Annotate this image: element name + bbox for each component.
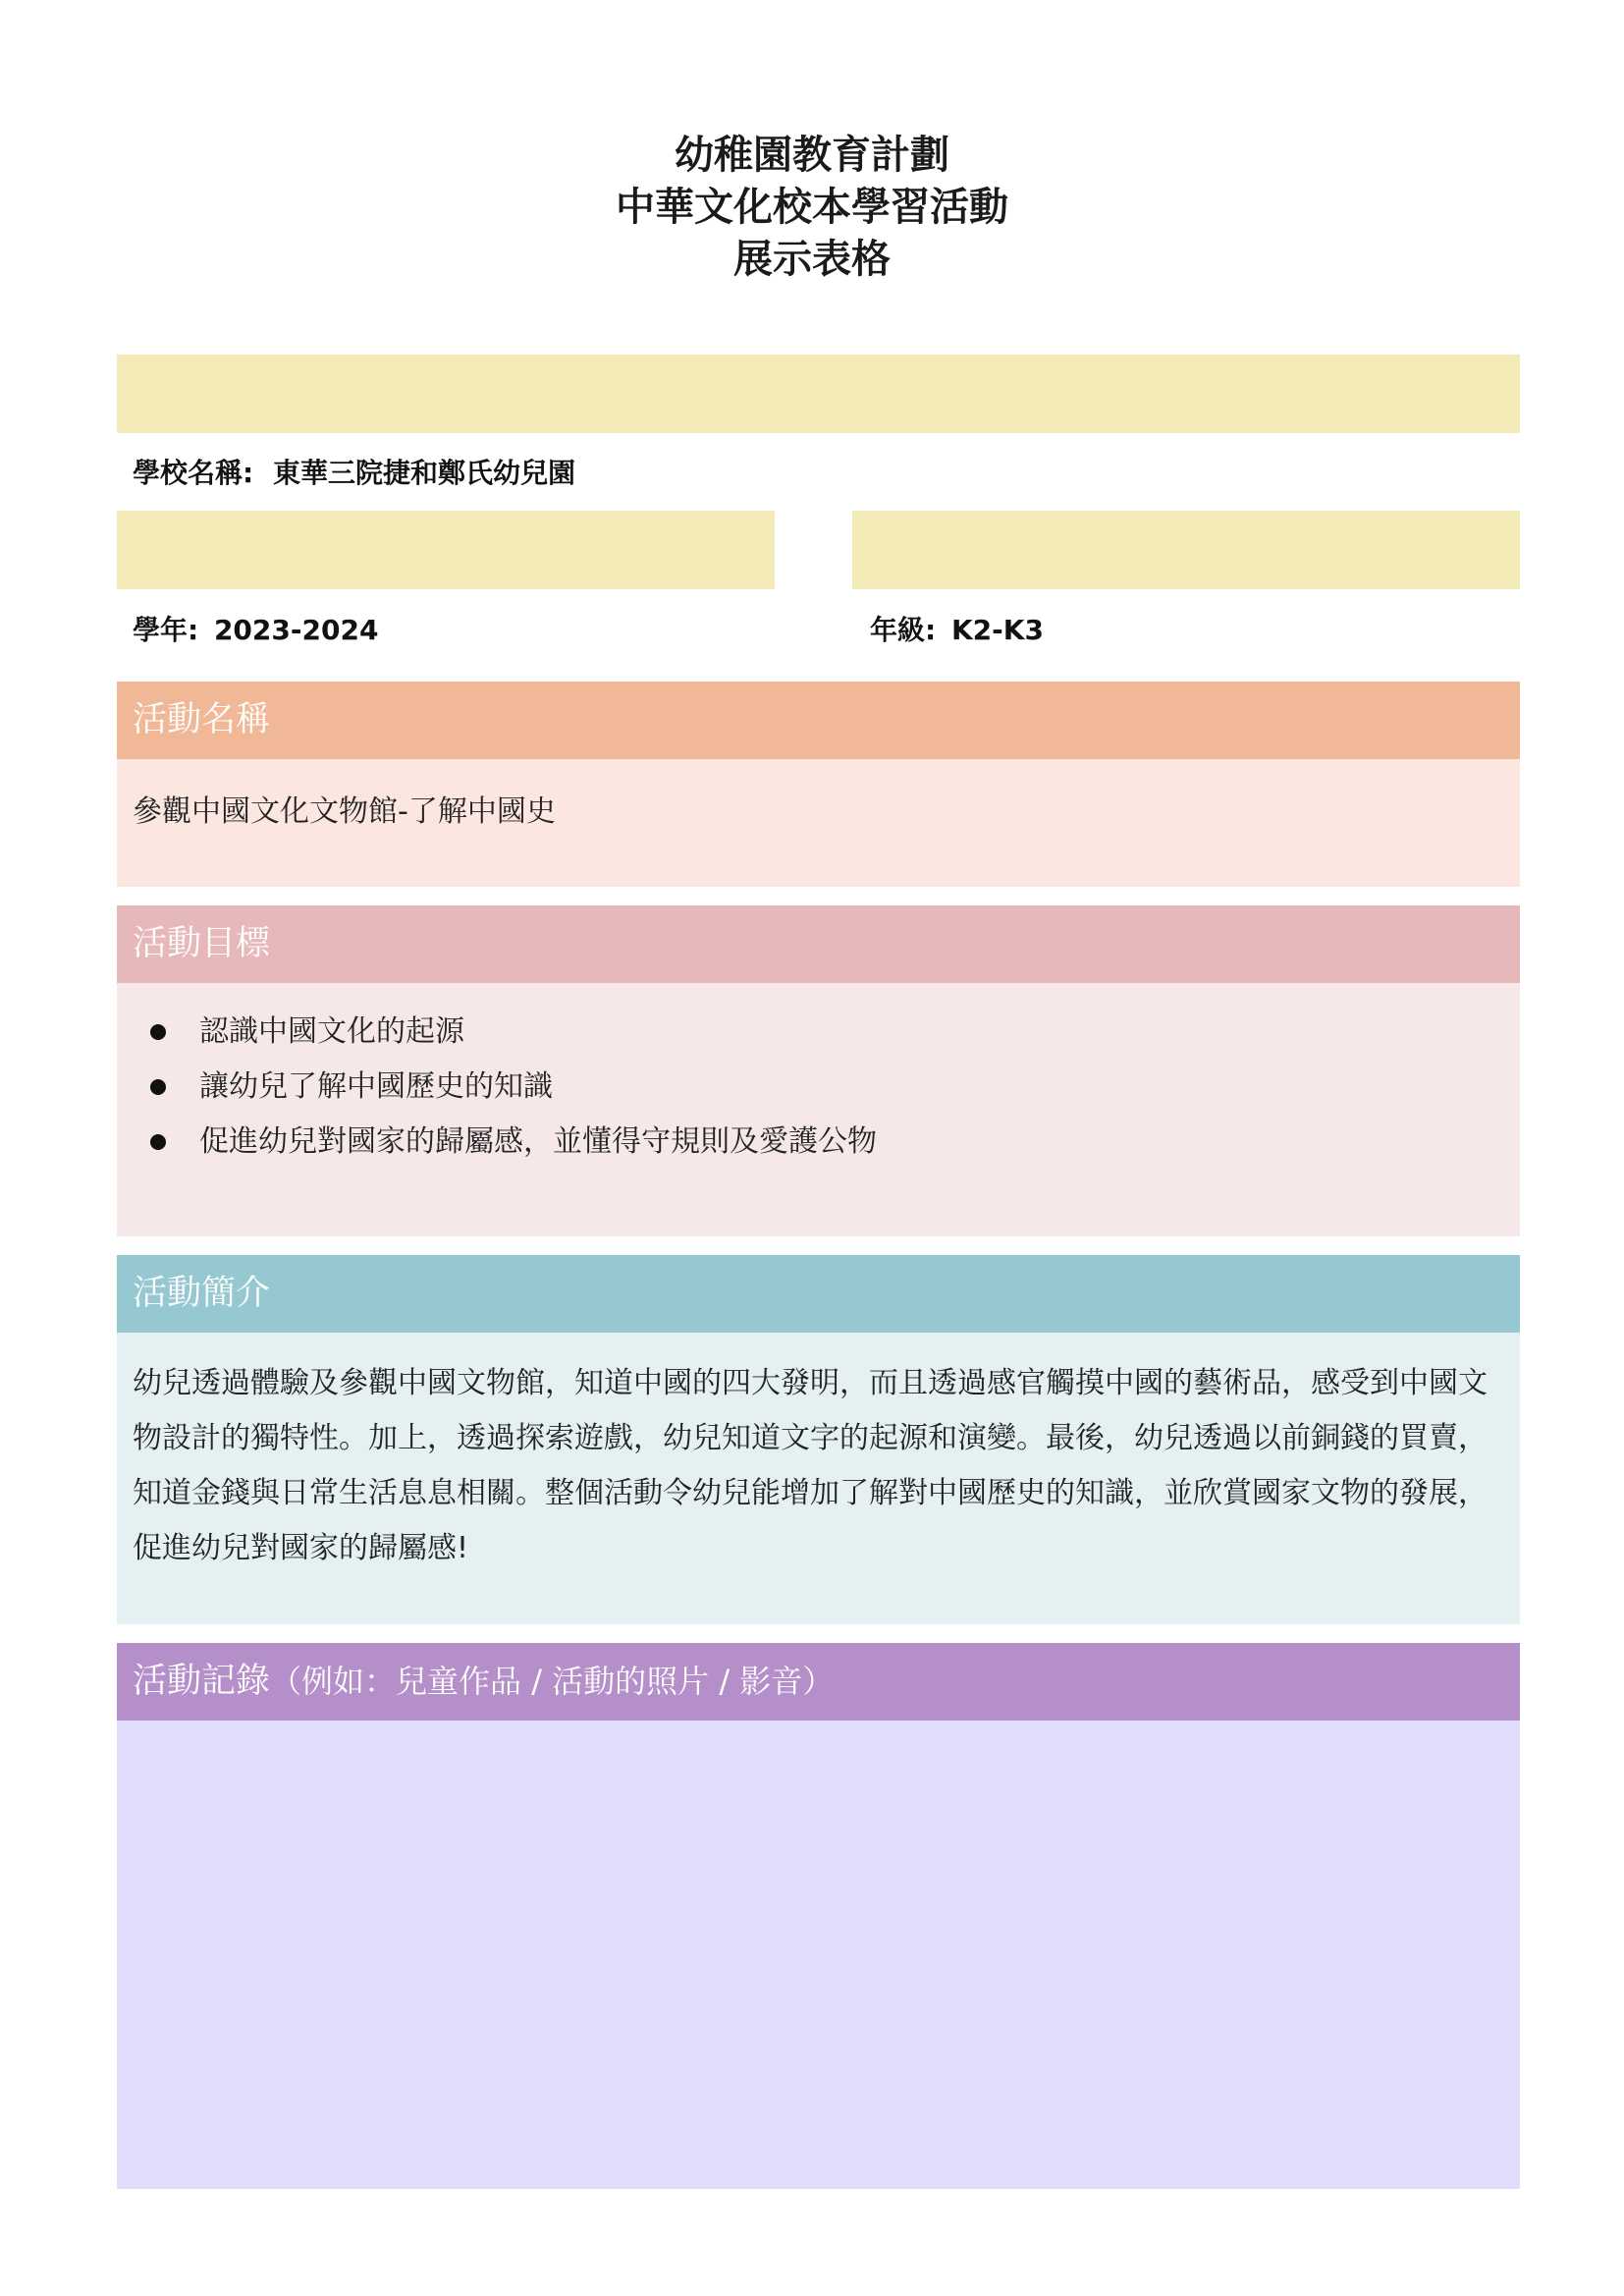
year-label: 學年: (133, 614, 199, 646)
year-value: 2023-2024 (213, 614, 379, 646)
objective-item (133, 1060, 1504, 1115)
objective-text: 促進幼兒對國家的歸屬感，並懂得守規則及愛護公物 (199, 1124, 877, 1159)
year-field[interactable] (117, 511, 775, 589)
school-name-label: 學校名稱: (133, 457, 254, 489)
record-body[interactable] (117, 1721, 1520, 2189)
record-heading-hint: （例如：兒童作品 / 活動的照片 / 影音） (270, 1663, 835, 1700)
grade-value: K2-K3 (950, 614, 1044, 646)
objectives-list (133, 1005, 1504, 1170)
bullet-icon (150, 1079, 166, 1095)
document-title (0, 130, 1624, 286)
school-name-label-row (133, 452, 575, 491)
bullet-icon (150, 1024, 166, 1040)
activity-name-heading: 活動名稱 (117, 682, 1520, 759)
objective-item (133, 1005, 1504, 1060)
introduction-body[interactable] (117, 1333, 1520, 1624)
school-name-value: 東華三院捷和鄭氏幼兒園 (272, 457, 575, 489)
year-label-row (133, 609, 378, 648)
title-line-2: 中華文化校本學習活動 (616, 185, 1008, 230)
objective-text: 認識中國文化的起源 (199, 1014, 464, 1049)
title-line-1: 幼稚園教育計劃 (675, 133, 949, 178)
activity-name-body[interactable] (117, 759, 1520, 887)
objective-item (133, 1115, 1504, 1170)
grade-field[interactable] (852, 511, 1520, 589)
record-heading (117, 1643, 1520, 1721)
bullet-icon (150, 1134, 166, 1150)
introduction-text: 幼兒透過體驗及參觀中國文物館，知道中國的四大發明，而且透過感官觸摸中國的藝術品，感受到中國文物設計的獨特性。加上，透過探索遊戲，幼兒知道文字的起源和演變。最後，幼兒透過以前銅錢的買賣，知道金錢與日常生活息息相關。整個活動令幼兒能增加了解對中國歷史的知識，並欣賞國家文物的發展，促進幼兒對國家的歸屬感! (133, 1366, 1488, 1565)
title-line-3: 展示表格 (733, 237, 891, 282)
activity-name-text: 參觀中國文化文物館-了解中國史 (133, 794, 556, 829)
objective-text: 讓幼兒了解中國歷史的知識 (199, 1069, 553, 1104)
introduction-heading: 活動簡介 (117, 1255, 1520, 1333)
objectives-body[interactable] (117, 983, 1520, 1236)
school-name-field[interactable] (117, 355, 1520, 433)
record-heading-text: 活動記錄 (133, 1662, 271, 1701)
grade-label-row (870, 609, 1044, 648)
grade-label: 年級: (870, 614, 937, 646)
objectives-heading: 活動目標 (117, 905, 1520, 983)
